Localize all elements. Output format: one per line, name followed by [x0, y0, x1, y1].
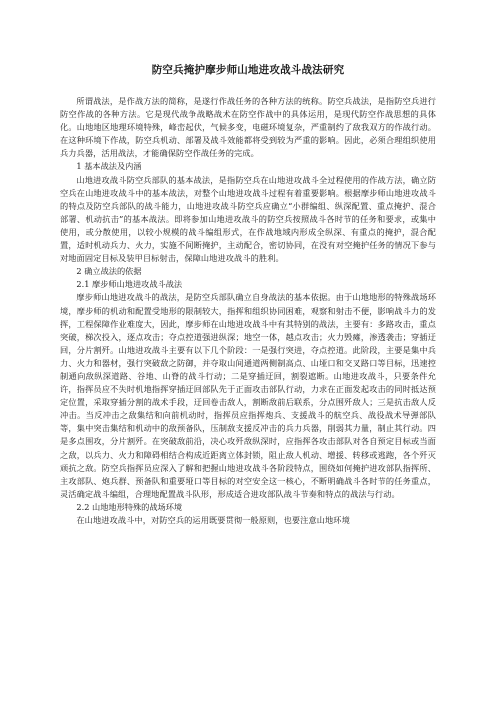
section-heading: 1 基本战法及内涵	[76, 161, 142, 172]
document-title: 防空兵掩护摩步师山地进攻战斗战法研究	[151, 64, 345, 76]
subsection-heading: 2.2 山地地形特殊的战场环境	[76, 501, 183, 512]
paragraph: 摩步师山地进攻战斗的战法，是防空兵部队确立自身战法的基本依据。由于山地地形的特殊战场环境，摩步师的机动和配置受地形的限制较大，指挥和组织协同困难，观察和射击不便，影响战斗力的发挥，工程保障作业难度大，因此，摩步师在山地进攻战斗中有其特别的战法，主要有：多路攻击，重点突破，梯次投入，逐点攻击；夺点控道强进纵深；地空一体，越点攻击；火力毁瘫，渗透袭击；穿插迂回，分片割歼。山地进攻战斗主要有以下几个阶段：一是强行突进，夺点控道。此阶段，主要是集中兵力、火力和器材，强行突破敌之防御，并夺取山间通道两侧制高点、山垭口和交叉路口等目标，迅速控制通向敌纵深道路、谷地、山脊的战斗行动；二是穿插迂回，割裂遮断。山地进攻战斗，只要条件允许，指挥员应不失时机地指挥穿插迂回部队先于正面攻击部队行动，力求在正面发起攻击的同时抵达预定位置，采取穿插分割的战术手段，迂回卷击敌人，割断敌前后联系，分点围歼敌人；三是抗击敌人反冲击。当反冲击之敌集结和向前机动时，指挥员应指挥炮兵、支援战斗的航空兵、战役战术导弹部队等，集中突击集结和机动中的敌预备队，压制敌支援反冲击的兵力兵器，削弱其力量，制止其行动。四是多点围攻，分片割歼。在突破敌前沿，决心攻歼敌纵深时，应指挥各攻击部队对各自预定目标或当面之敌，以兵力、火力和障碍相结合构成近距离立体封锁，阻止敌人机动、增援、转移或逃跑，各个歼灭顽抗之敌。防空兵指挥员应深入了解和把握山地进攻战斗各阶段特点，围绕如何掩护进攻部队指挥所、主攻部队、炮兵群、预备队和重要垭口等目标的对空安全这一核心，不断明确战斗各时节的任务重点，灵活确定战斗编组，合理地配置战斗队形，形成适合进攻部队战斗节奏和特点的战法与行动。	[60, 292, 436, 499]
document-page	[60, 62, 436, 527]
paragraph: 在山地进攻战斗中，对防空兵的运用既要贯彻一般原则，也要注意山地环境	[76, 515, 350, 525]
paragraph: 山地进攻战斗防空兵部队的基本战法，是指防空兵在山地进攻战斗全过程使用的作战方法，确立防空兵在山地进攻战斗中的基本战法，对整个山地进攻战斗过程有着重要影响。根据摩步师山地进攻战斗的特点及防空兵部队的战斗能力，山地进攻战斗防空兵应确立“小群编组、纵深配置、重点掩护、混合部署、机动抗击”的基本战法。即将参加山地进攻战斗的防空兵按照战斗各时节的任务和要求，或集中使用，或分散使用，以较小规模的战斗编组形式，在作战地域内形成全纵深、有重点的掩护，混合配置，适时机动兵力、火力，实施不间断掩护，主动配合，密切协同，在没有对空掩护任务的情况下参与对地面固定目标及装甲目标射击，保障山地进攻战斗的胜利。	[60, 174, 436, 264]
paragraph: 所谓战法，是作战方法的简称，是遂行作战任务的各种方法的统称。防空兵战法，是指防空兵进行防空作战的各种方法。它是现代战争战略战术在防空作战中的具体运用，是现代防空作战思想的具体化。山地地区地理环境特殊，峰峦起伏，气候多变，电磁环境复杂，严重制约了敌我双方的作战行动。在这种环境下作战，防空兵机动、部署及战斗效能都将受到较为严重的影响。因此，必须合理组织使用兵力兵器，活用战法，才能确保防空作战任务的完成。	[60, 96, 436, 159]
section-heading: 2 确立战法的依据	[76, 266, 142, 277]
subsection-heading: 2.1 摩步师山地进攻战斗战法	[76, 279, 183, 290]
